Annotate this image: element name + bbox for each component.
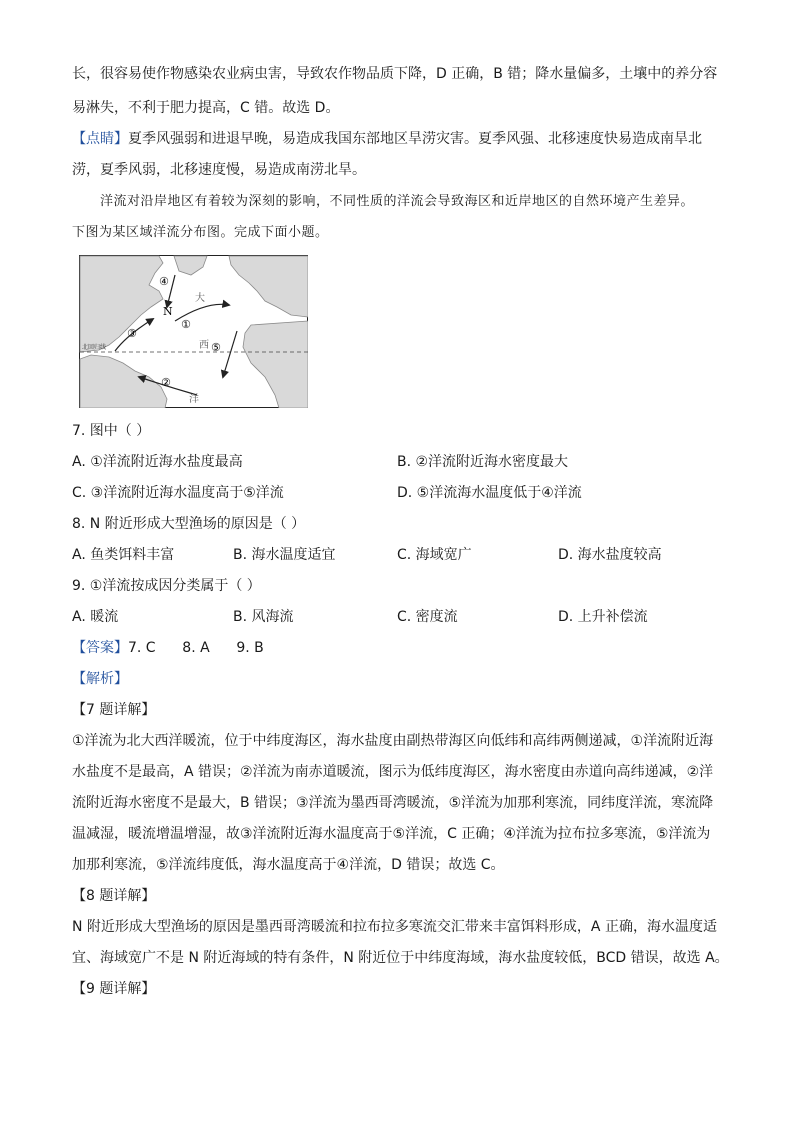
- q7-option-b: B. ②洋流附近海水密度最大: [397, 454, 569, 470]
- tip-label: 【点睛】: [72, 131, 128, 147]
- tip-paragraph: [72, 129, 702, 149]
- label-current-3: ③: [127, 327, 137, 340]
- q7-option-d: D. ⑤洋流海水温度低于④洋流: [397, 485, 582, 501]
- q9-option-c: C. 密度流: [397, 609, 458, 625]
- label-current-4: ④: [159, 275, 169, 288]
- question-8-stem: 8. N 附近形成大型渔场的原因是（ ）: [72, 516, 306, 532]
- question-7-stem: 7. 图中（ ）: [72, 423, 151, 439]
- passage-line: 下图为某区域洋流分布图。完成下面小题。: [72, 225, 329, 240]
- label-current-5: ⑤: [211, 341, 221, 354]
- q9-option-b: B. 风海流: [233, 609, 294, 625]
- ocean-current-map: [79, 255, 308, 408]
- text-line: 加那利寒流，⑤洋流纬度低，海水温度高于④洋流，D 错误；故选 C。: [72, 857, 505, 873]
- label-n: N: [163, 305, 173, 318]
- answer-text: 7. C 8. A 9. B: [128, 640, 264, 656]
- q9-option-d: D. 上升补偿流: [558, 609, 648, 625]
- text-line: N 附近形成大型渔场的原因是墨西哥湾暖流和拉布拉多寒流交汇带来丰富饵料形成，A 正确，海水温度适: [72, 919, 717, 935]
- q8-option-b: B. 海水温度适宜: [233, 547, 336, 563]
- label-current-1: ①: [181, 318, 191, 331]
- text-line: 流附近海水密度不是最大，B 错误；③洋流为墨西哥湾暖流，⑤洋流为加那利寒流，同纬度洋流，寒流降: [72, 795, 714, 811]
- tip-text: 夏季风强弱和进退早晚，易造成我国东部地区旱涝灾害。夏季风强、北移速度快易造成南旱北: [128, 131, 702, 147]
- text-line: 温减湿，暖流增温增湿，故③洋流附近海水温度高于⑤洋流，C 正确；④洋流为拉布拉多寒流，⑤洋流为: [72, 826, 711, 842]
- q7-option-a: A. ①洋流附近海水盐度最高: [72, 454, 243, 470]
- text-line: 长，很容易使作物感染农业病虫害，导致农作物品质下降，D 正确，B 错；降水量偏多，土壤中的养分容: [72, 66, 718, 82]
- q7-detail-label: 【7 题详解】: [72, 702, 156, 718]
- q7-option-c: C. ③洋流附近海水温度高于⑤洋流: [72, 485, 284, 501]
- answer-label: 【答案】: [72, 640, 128, 656]
- q8-option-a: A. 鱼类饵料丰富: [72, 547, 175, 563]
- passage-line: 洋流对沿岸地区有着较为深刻的影响，不同性质的洋流会导致海区和近岸地区的自然环境产生差异。: [100, 194, 695, 209]
- q9-detail-label: 【9 题详解】: [72, 981, 156, 997]
- question-9-stem: 9. ①洋流按成因分类属于（ ）: [72, 578, 261, 594]
- label-ocean-da: 大: [195, 293, 205, 304]
- label-tropic: 北回归线: [82, 344, 107, 351]
- label-current-2: ②: [161, 376, 171, 389]
- q8-option-c: C. 海域宽广: [397, 547, 472, 563]
- answer-row: [72, 638, 264, 658]
- label-ocean-yang: 洋: [189, 394, 199, 405]
- label-ocean-xi: 西: [199, 340, 209, 351]
- q8-option-d: D. 海水盐度较高: [558, 547, 662, 563]
- text-line: 涝，夏季风弱，北移速度慢，易造成南涝北旱。: [72, 162, 366, 178]
- text-line: 宜、海域宽广不是 N 附近海域的特有条件，N 附近位于中纬度海域，海水盐度较低，BCD 错误，故选 A。: [72, 950, 729, 966]
- analysis-label: 【解析】: [72, 671, 128, 687]
- text-line: 水盐度不是最高，A 错误；②洋流为南赤道暖流，图示为低纬度海区，海水密度由赤道向高纬递减，②洋: [72, 764, 714, 780]
- text-line: 易淋失，不利于肥力提高，C 错。故选 D。: [72, 100, 340, 116]
- q8-detail-label: 【8 题详解】: [72, 888, 156, 904]
- q9-option-a: A. 暖流: [72, 609, 119, 625]
- text-line: ①洋流为北大西洋暖流，位于中纬度海区，海水盐度由副热带海区向低纬和高纬两侧递减，①洋流附近海: [72, 733, 714, 749]
